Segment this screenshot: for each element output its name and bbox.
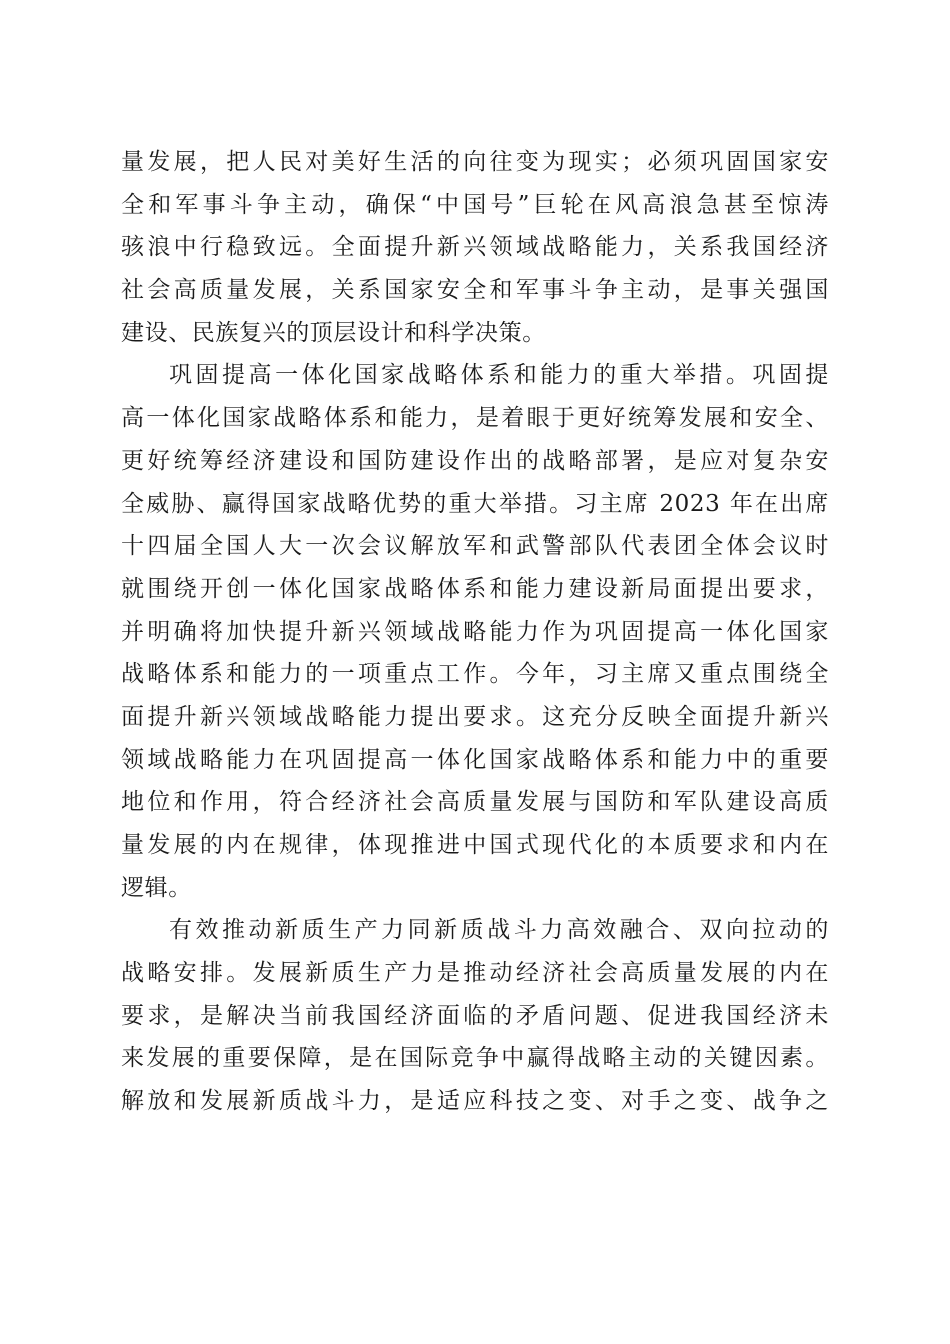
paragraph-first-line: 巩固提高一体化国家战略体系和能力的重大举措。巩固提 [169, 362, 829, 389]
text-line: 高一体化国家战略体系和能力，是着眼于更好统筹发展和安全、 [121, 405, 829, 432]
text-line: 并明确将加快提升新兴领域战略能力作为巩固提高一体化国家 [121, 618, 829, 645]
text-line: 建设、民族复兴的顶层设计和科学决策。 [121, 319, 546, 346]
text-line: 全威胁、赢得国家战略优势的重大举措。习主席 2023 年在出席 [121, 490, 829, 517]
text-line: 要求，是解决当前我国经济面临的矛盾问题、促进我国经济未 [121, 1002, 829, 1029]
text-line: 地位和作用，符合经济社会高质量发展与国防和军队建设高质 [121, 789, 829, 816]
text-line: 全和军事斗争主动，确保“中国号”巨轮在风高浪急甚至惊涛 [121, 191, 829, 218]
text-line: 更好统筹经济建设和国防建设作出的战略部署，是应对复杂安 [121, 447, 829, 474]
text-line: 十四届全国人大一次会议解放军和武警部队代表团全体会议时 [121, 533, 829, 560]
text-line: 战略安排。发展新质生产力是推动经济社会高质量发展的内在 [121, 960, 829, 987]
text-line: 战略体系和能力的一项重点工作。今年，习主席又重点围绕全 [121, 661, 829, 688]
text-line: 量发展的内在规律，体现推进中国式现代化的本质要求和内在 [121, 832, 829, 858]
text-line: 逻辑。 [121, 874, 192, 901]
text-line: 领域战略能力在巩固提高一体化国家战略体系和能力中的重要 [121, 746, 829, 773]
text-line: 就围绕开创一体化国家战略体系和能力建设新局面提出要求， [121, 575, 829, 602]
document-body [121, 141, 829, 1123]
text-line: 来发展的重要保障，是在国际竞争中赢得战略主动的关键因素。 [121, 1045, 829, 1072]
text-line: 解放和发展新质战斗力，是适应科技之变、对手之变、战争之 [121, 1088, 829, 1115]
paragraph-first-line: 有效推动新质生产力同新质战斗力高效融合、双向拉动的 [169, 917, 829, 944]
text-line: 骇浪中行稳致远。全面提升新兴领域战略能力，关系我国经济 [121, 234, 829, 261]
text-line: 面提升新兴领域战略能力提出要求。这充分反映全面提升新兴 [121, 703, 829, 730]
text-line: 社会高质量发展，关系国家安全和军事斗争主动，是事关强国 [121, 277, 829, 304]
text-line: 量发展，把人民对美好生活的向往变为现实；必须巩固国家安 [121, 149, 829, 175]
